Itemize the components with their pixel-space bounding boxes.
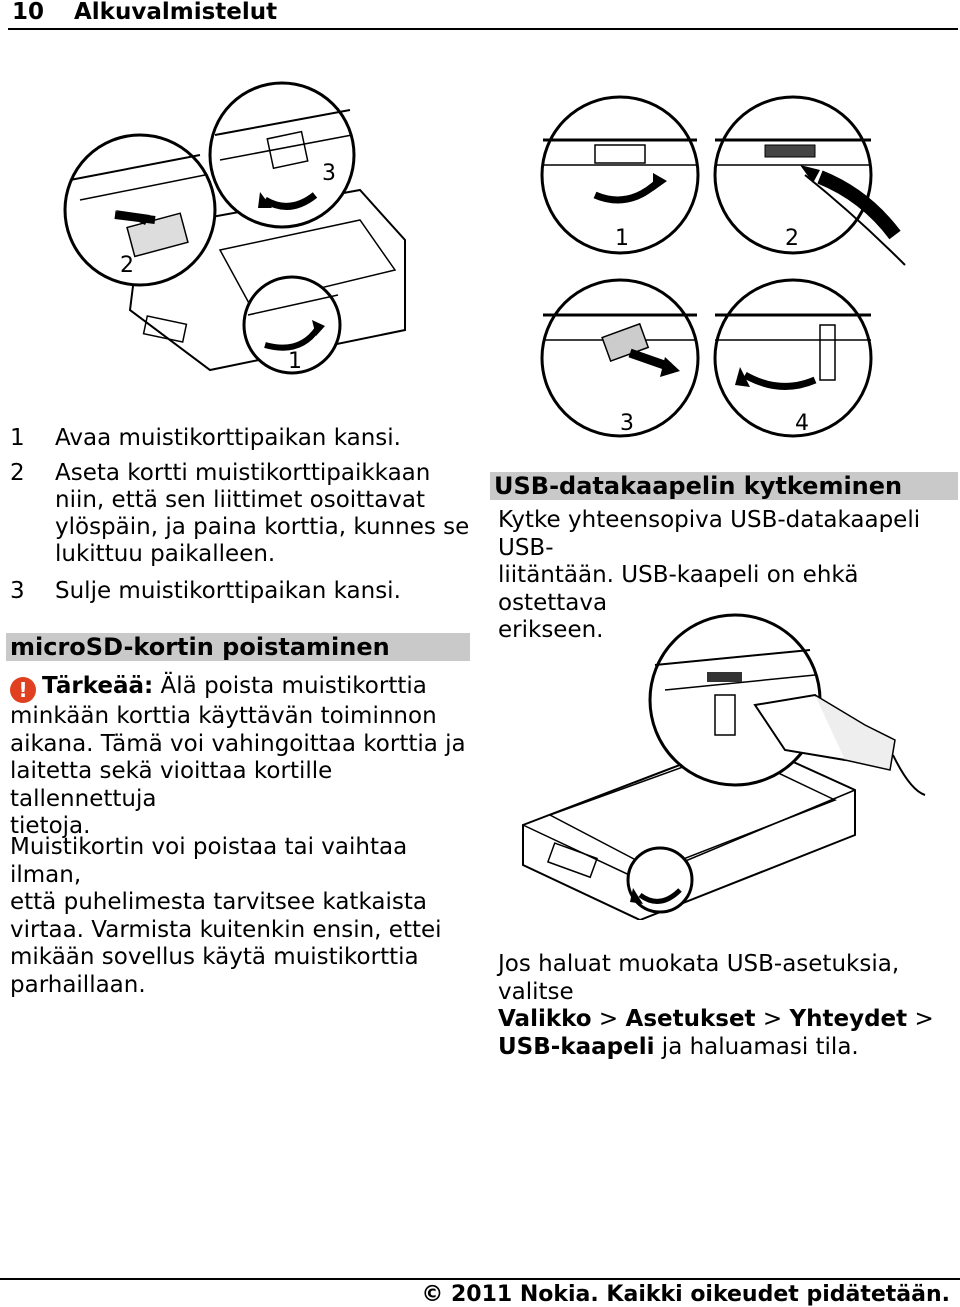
- exclamation-warning-icon: !: [10, 677, 36, 703]
- step-text: Avaa muistikorttipaikan kansi.: [55, 425, 401, 451]
- page-header: [8, 0, 958, 30]
- path-separator: >: [907, 1006, 934, 1032]
- menu-path-asetukset: Asetukset: [625, 1006, 756, 1032]
- copyright-text: © 2011 Nokia. Kaikki oikeudet pidätetään.: [421, 1282, 950, 1307]
- page-title: Alkuvalmistelut: [74, 0, 278, 25]
- warning-label: Tärkeää:: [42, 673, 154, 699]
- menu-path-usb-kaapeli: USB-kaapeli: [498, 1033, 655, 1060]
- step-text: Aseta kortti muistikorttipaikkaan niin, että sen liittimet osoittavat ylöspäin, ja paina korttia, kunnes se lukittuu paikalleen.: [55, 460, 470, 567]
- menu-path-yhteydet: Yhteydet: [789, 1006, 908, 1032]
- figure-install-label-2: 3: [322, 161, 336, 186]
- page-footer: [0, 1278, 960, 1307]
- warning-paragraph: [10, 673, 480, 841]
- microsd-section-heading: microSD-kortin poistaminen: [6, 633, 470, 661]
- insert-step-1: [10, 425, 480, 455]
- warning-text: Älä poista muistikorttia minkään korttia käyttävän toiminnon aikana. Tämä voi vahingoittaa korttia ja laitetta sekä vioittaa kortille tallennettuja tietoja.: [10, 673, 466, 839]
- memory-card-remove-illustration: [535, 95, 915, 440]
- step-number: 2: [10, 460, 25, 486]
- usb-cable-illustration: [515, 610, 935, 920]
- usb-settings-intro: Jos haluat muokata USB-asetuksia, valitse: [498, 951, 900, 1005]
- figure-install-label-1: 2: [120, 253, 134, 278]
- memory-card-insert-illustration: [60, 80, 420, 380]
- path-separator: >: [591, 1006, 626, 1032]
- step-text: Sulje muistikorttipaikan kansi.: [55, 578, 401, 604]
- step-number: 3: [10, 578, 25, 604]
- microsd-section-body: Muistikortin voi poistaa tai vaihtaa ilman, että puhelimesta tarvitsee katkaista virtaa. Varmista kuitenkin ensin, ettei mikään sovellus käytä muistikorttia parhaillaan.: [10, 834, 442, 998]
- figure-remove-label-2: 2: [785, 226, 799, 251]
- usb-settings-outro: ja haluamasi tila.: [654, 1033, 859, 1060]
- insert-step-2: [10, 460, 480, 570]
- insert-step-3: [10, 578, 480, 608]
- path-separator: >: [755, 1006, 790, 1032]
- step-number: 1: [10, 425, 25, 451]
- usb-section-heading: USB-datakaapelin kytkeminen: [490, 472, 958, 500]
- menu-path-valikko: Valikko: [498, 1006, 592, 1032]
- figure-remove-label-4: 4: [795, 411, 809, 436]
- figure-install-label-3: 1: [288, 349, 302, 374]
- usb-section-body: Kytke yhteensopiva USB-datakaapeli USB- liitäntään. USB-kaapeli on ehkä ostettava erikseen.: [498, 507, 921, 643]
- usb-settings-paragraph: [498, 951, 958, 1061]
- figure-remove-label-1: 1: [615, 226, 629, 251]
- page-number: 10: [12, 0, 45, 25]
- figure-remove-label-3: 3: [620, 411, 634, 436]
